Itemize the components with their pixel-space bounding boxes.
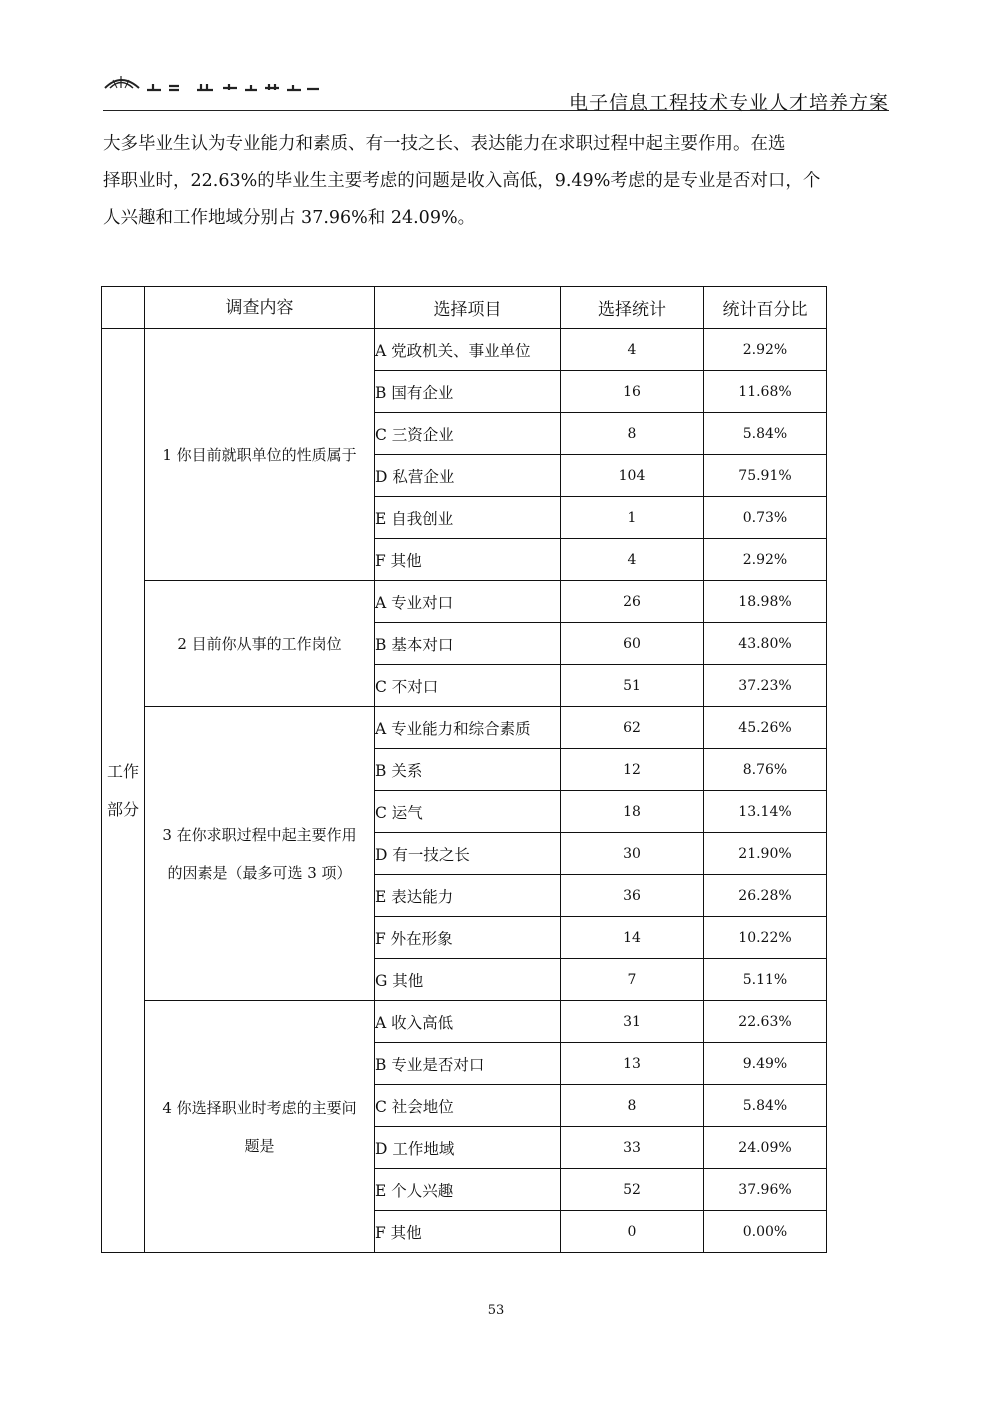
option-cell: F 其他 xyxy=(375,1211,561,1253)
percent-cell: 21.90% xyxy=(704,833,827,875)
section-cell xyxy=(102,329,145,1253)
count-cell: 13 xyxy=(561,1043,704,1085)
option-cell: G 其他 xyxy=(375,959,561,1001)
percent-cell: 11.68% xyxy=(704,371,827,413)
question-text: 2 目前你从事的工作岗位 xyxy=(177,634,342,653)
school-logo xyxy=(103,70,323,92)
count-cell: 12 xyxy=(561,749,704,791)
percent-cell: 37.23% xyxy=(704,665,827,707)
percent-cell: 13.14% xyxy=(704,791,827,833)
header-cell: 调查内容 xyxy=(145,287,375,329)
count-cell: 33 xyxy=(561,1127,704,1169)
percent-cell: 2.92% xyxy=(704,539,827,581)
count-cell: 16 xyxy=(561,371,704,413)
table-header-row xyxy=(102,287,827,329)
count-cell: 8 xyxy=(561,1085,704,1127)
option-cell: E 表达能力 xyxy=(375,875,561,917)
count-cell: 36 xyxy=(561,875,704,917)
count-cell: 51 xyxy=(561,665,704,707)
paragraph-line: 人兴趣和工作地域分别占 37.96%和 24.09%。 xyxy=(103,208,476,228)
option-cell: C 运气 xyxy=(375,791,561,833)
option-cell: B 关系 xyxy=(375,749,561,791)
percent-cell: 0.00% xyxy=(704,1211,827,1253)
question-text: 3 在你求职过程中起主要作用 xyxy=(162,825,357,844)
question-text: 的因素是（最多可选 3 项） xyxy=(167,863,352,882)
percent-cell: 18.98% xyxy=(704,581,827,623)
percent-cell: 0.73% xyxy=(704,497,827,539)
percent-cell: 43.80% xyxy=(704,623,827,665)
percent-cell: 5.84% xyxy=(704,413,827,455)
percent-cell: 37.96% xyxy=(704,1169,827,1211)
percent-cell: 22.63% xyxy=(704,1001,827,1043)
header-title: 电子信息工程技术专业人才培养方案 xyxy=(568,92,889,114)
option-cell: F 其他 xyxy=(375,539,561,581)
count-cell: 60 xyxy=(561,623,704,665)
option-cell: A 收入高低 xyxy=(375,1001,561,1043)
question-cell xyxy=(145,707,375,1001)
count-cell: 30 xyxy=(561,833,704,875)
count-cell: 18 xyxy=(561,791,704,833)
header-cell: 选择统计 xyxy=(561,287,704,329)
percent-cell: 8.76% xyxy=(704,749,827,791)
count-cell: 4 xyxy=(561,539,704,581)
survey-table xyxy=(101,286,827,1253)
option-cell: D 私营企业 xyxy=(375,455,561,497)
paragraph-line: 大多毕业生认为专业能力和素质、有一技之长、表达能力在求职过程中起主要作用。在选 xyxy=(103,134,786,154)
count-cell: 14 xyxy=(561,917,704,959)
table-row xyxy=(102,1001,827,1043)
percent-cell: 9.49% xyxy=(704,1043,827,1085)
percent-cell: 5.11% xyxy=(704,959,827,1001)
count-cell: 1 xyxy=(561,497,704,539)
percent-cell: 5.84% xyxy=(704,1085,827,1127)
option-cell: A 党政机关、事业单位 xyxy=(375,329,561,371)
question-text: 1 你目前就职单位的性质属于 xyxy=(162,445,357,464)
option-cell: C 社会地位 xyxy=(375,1085,561,1127)
header-rule xyxy=(103,110,889,111)
percent-cell: 75.91% xyxy=(704,455,827,497)
count-cell: 7 xyxy=(561,959,704,1001)
paragraph-line: 择职业时，22.63%的毕业生主要考虑的问题是收入高低，9.49%考虑的是专业是否对口，个 xyxy=(103,171,821,191)
header-cell xyxy=(102,287,145,329)
count-cell: 62 xyxy=(561,707,704,749)
table-row xyxy=(102,707,827,749)
option-cell: D 有一技之长 xyxy=(375,833,561,875)
count-cell: 104 xyxy=(561,455,704,497)
question-text: 题是 xyxy=(244,1136,275,1155)
percent-cell: 26.28% xyxy=(704,875,827,917)
option-cell: D 工作地域 xyxy=(375,1127,561,1169)
table-row xyxy=(102,581,827,623)
section-label: 工作 xyxy=(106,761,139,781)
question-text: 4 你选择职业时考虑的主要问 xyxy=(162,1098,357,1117)
intro-paragraph xyxy=(103,126,893,237)
question-cell xyxy=(145,581,375,707)
option-cell: A 专业对口 xyxy=(375,581,561,623)
question-cell xyxy=(145,1001,375,1253)
option-cell: B 国有企业 xyxy=(375,371,561,413)
option-cell: F 外在形象 xyxy=(375,917,561,959)
percent-cell: 45.26% xyxy=(704,707,827,749)
count-cell: 0 xyxy=(561,1211,704,1253)
percent-cell: 10.22% xyxy=(704,917,827,959)
percent-cell: 24.09% xyxy=(704,1127,827,1169)
table-row xyxy=(102,329,827,371)
header-cell: 选择项目 xyxy=(375,287,561,329)
count-cell: 8 xyxy=(561,413,704,455)
percent-cell: 2.92% xyxy=(704,329,827,371)
count-cell: 52 xyxy=(561,1169,704,1211)
option-cell: B 专业是否对口 xyxy=(375,1043,561,1085)
section-label: 部分 xyxy=(106,799,139,819)
option-cell: E 个人兴趣 xyxy=(375,1169,561,1211)
count-cell: 31 xyxy=(561,1001,704,1043)
option-cell: E 自我创业 xyxy=(375,497,561,539)
option-cell: A 专业能力和综合素质 xyxy=(375,707,561,749)
page-number: 53 xyxy=(487,1303,505,1318)
option-cell: C 不对口 xyxy=(375,665,561,707)
question-cell xyxy=(145,329,375,581)
header-cell: 统计百分比 xyxy=(704,287,827,329)
option-cell: C 三资企业 xyxy=(375,413,561,455)
count-cell: 26 xyxy=(561,581,704,623)
count-cell: 4 xyxy=(561,329,704,371)
option-cell: B 基本对口 xyxy=(375,623,561,665)
